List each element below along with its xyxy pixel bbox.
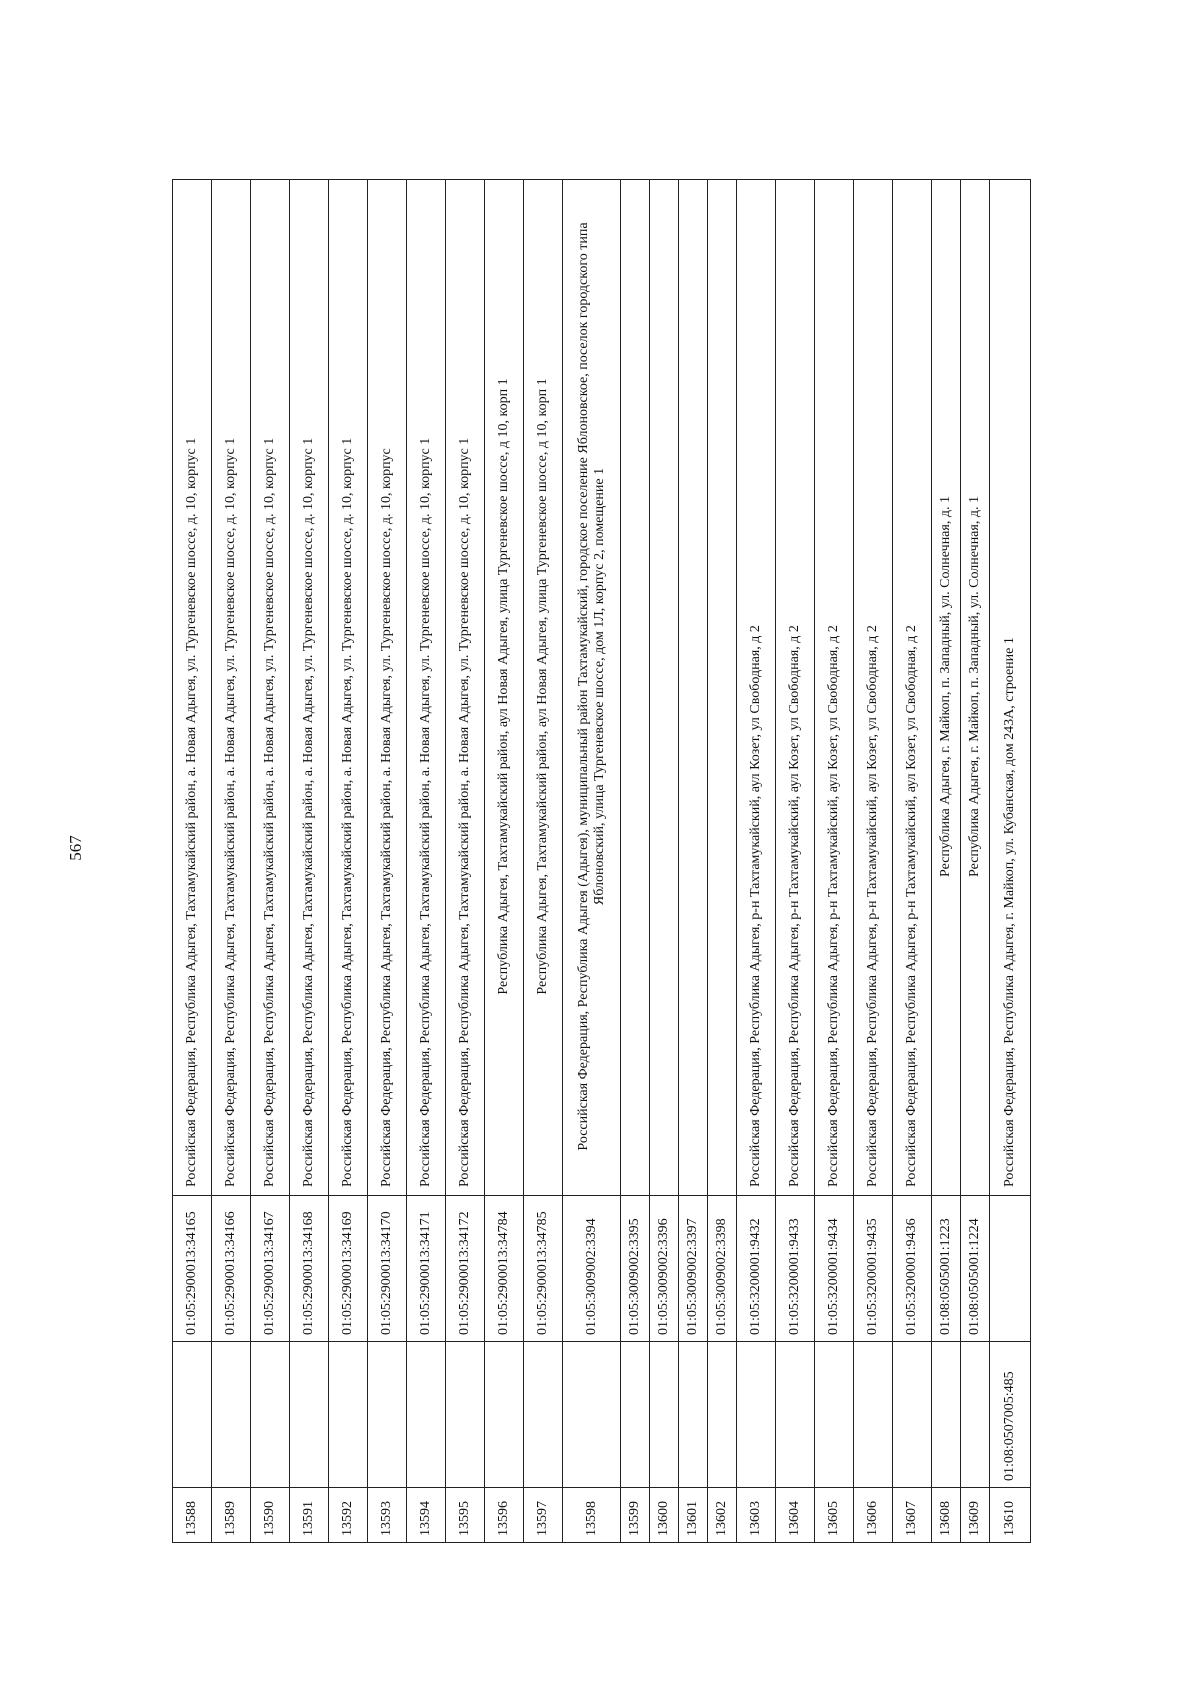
code-primary-cell [290, 1342, 329, 1488]
address-cell: Республика Адыгея, г. Майкоп, п. Западный, ул. Солнечная, д. 1 [932, 180, 961, 1196]
row-number-cell: 13594 [407, 1488, 446, 1543]
row-number-cell: 13593 [368, 1488, 407, 1543]
cadastral-number-cell: 01:05:3009002:3396 [650, 1196, 679, 1342]
row-number-cell: 13602 [708, 1488, 737, 1543]
table-row [524, 180, 563, 1543]
cadastral-number-cell: 01:05:3009002:3395 [621, 1196, 650, 1342]
row-number-cell: 13606 [854, 1488, 893, 1543]
cadastral-number-cell [990, 1196, 1031, 1342]
row-number-cell: 13599 [621, 1488, 650, 1543]
address-cell: Российская Федерация, Республика Адыгея, Тахтамукайский район, а. Новая Адыгея, ул. Тургеневское шоссе, д. 10, корпус 1 [251, 180, 290, 1196]
code-primary-cell [679, 1342, 708, 1488]
row-number-cell: 13590 [251, 1488, 290, 1543]
cadastral-number-cell: 01:05:2900013:34170 [368, 1196, 407, 1342]
table-row [776, 180, 815, 1543]
table-row [990, 180, 1031, 1543]
table-row [290, 180, 329, 1543]
page-number: 567 [66, 835, 85, 861]
table-row [212, 180, 251, 1543]
address-cell: Российская Федерация, Республика Адыгея, Тахтамукайский район, а. Новая Адыгея, ул. Тургеневское шоссе, д. 10, корпус 1 [329, 180, 368, 1196]
row-number-cell: 13596 [485, 1488, 524, 1543]
address-cell: Республика Адыгея, Тахтамукайский район, аул Новая Адыгея, улица Тургеневское шоссе, д 10, корп 1 [485, 180, 524, 1196]
code-primary-cell [854, 1342, 893, 1488]
code-primary-cell [485, 1342, 524, 1488]
code-primary-cell [251, 1342, 290, 1488]
row-number-cell: 13597 [524, 1488, 563, 1543]
address-cell [621, 180, 650, 1196]
cadastral-number-cell: 01:05:3200001:9434 [815, 1196, 854, 1342]
cadastral-number-cell: 01:05:2900013:34785 [524, 1196, 563, 1342]
table-row [173, 180, 212, 1543]
address-cell [708, 180, 737, 1196]
table-row [961, 180, 990, 1543]
address-cell: Российская Федерация, Республика Адыгея, р-н Тахтамукайский, аул Козет, ул Свободная, д 2 [854, 180, 893, 1196]
code-primary-cell [407, 1342, 446, 1488]
cadastral-number-cell: 01:05:2900013:34167 [251, 1196, 290, 1342]
row-number-cell: 13603 [737, 1488, 776, 1543]
cadastral-number-cell: 01:05:2900013:34169 [329, 1196, 368, 1342]
address-cell: Российская Федерация, Республика Адыгея, Тахтамукайский район, а. Новая Адыгея, ул. Тургеневское шоссе, д. 10, корпус 1 [173, 180, 212, 1196]
row-number-cell: 13589 [212, 1488, 251, 1543]
cadastral-number-cell: 01:05:3200001:9435 [854, 1196, 893, 1342]
table-row [679, 180, 708, 1543]
code-primary-cell: 01:08:0507005:485 [990, 1342, 1031, 1488]
code-primary-cell [329, 1342, 368, 1488]
cadastral-number-cell: 01:05:3200001:9432 [737, 1196, 776, 1342]
address-cell: Российская Федерация, Республика Адыгея, р-н Тахтамукайский, аул Козет, ул Свободная, д 2 [737, 180, 776, 1196]
code-primary-cell [650, 1342, 679, 1488]
address-cell [650, 180, 679, 1196]
cadastral-number-cell: 01:05:3009002:3398 [708, 1196, 737, 1342]
code-primary-cell [932, 1342, 961, 1488]
code-primary-cell [961, 1342, 990, 1488]
address-cell [679, 180, 708, 1196]
table-row [368, 180, 407, 1543]
table-row [650, 180, 679, 1543]
cadastral-number-cell: 01:05:2900013:34171 [407, 1196, 446, 1342]
row-number-cell: 13608 [932, 1488, 961, 1543]
row-number-cell: 13595 [446, 1488, 485, 1543]
cadastral-number-cell: 01:05:2900013:34166 [212, 1196, 251, 1342]
code-primary-cell [708, 1342, 737, 1488]
code-primary-cell [212, 1342, 251, 1488]
row-number-cell: 13600 [650, 1488, 679, 1543]
row-number-cell: 13598 [563, 1488, 621, 1543]
code-primary-cell [368, 1342, 407, 1488]
row-number-cell: 13591 [290, 1488, 329, 1543]
cadastral-number-cell: 01:05:3009002:3394 [563, 1196, 621, 1342]
rotated-table-wrapper [172, 180, 1094, 1543]
address-cell: Российская Федерация, Республика Адыгея, р-н Тахтамукайский, аул Козет, ул Свободная, д 2 [893, 180, 932, 1196]
row-number-cell: 13604 [776, 1488, 815, 1543]
table-row [329, 180, 368, 1543]
cadastral-number-cell: 01:05:2900013:34784 [485, 1196, 524, 1342]
code-primary-cell [776, 1342, 815, 1488]
table-row [563, 180, 621, 1543]
code-primary-cell [737, 1342, 776, 1488]
code-primary-cell [173, 1342, 212, 1488]
table-row [893, 180, 932, 1543]
address-cell: Российская Федерация, Республика Адыгея, Тахтамукайский район, а. Новая Адыгея, ул. Тургеневское шоссе, д. 10, корпус 1 [407, 180, 446, 1196]
address-cell: Российская Федерация, Республика Адыгея, р-н Тахтамукайский, аул Козет, ул Свободная, д 2 [776, 180, 815, 1196]
table-row [815, 180, 854, 1543]
row-number-cell: 13609 [961, 1488, 990, 1543]
table-row [407, 180, 446, 1543]
cadastral-number-cell: 01:05:3009002:3397 [679, 1196, 708, 1342]
code-primary-cell [621, 1342, 650, 1488]
address-cell: Республика Адыгея, г. Майкоп, п. Западный, ул. Солнечная, д. 1 [961, 180, 990, 1196]
address-cell: Российская Федерация, Республика Адыгея, Тахтамукайский район, а. Новая Адыгея, ул. Тургеневское шоссе, д. 10, корпус 1 [290, 180, 329, 1196]
address-cell: Республика Адыгея, Тахтамукайский район, аул Новая Адыгея, улица Тургеневское шоссе, д 10, корп 1 [524, 180, 563, 1196]
address-cell: Российская Федерация, Республика Адыгея (Адыгея), муниципальный район Тахтамукайский, городское поселение Яблоновское, поселок городского типа Яблоновский, улица Тургеневское шоссе, дом 1Л, корпус 2, помещение 1 [563, 180, 621, 1196]
table-row [932, 180, 961, 1543]
address-cell: Российская Федерация, Республика Адыгея, Тахтамукайский район, а. Новая Адыгея, ул. Тургеневское шоссе, д. 10, корпус 1 [446, 180, 485, 1196]
registry-table-body [173, 180, 1031, 1543]
cadastral-number-cell: 01:05:2900013:34168 [290, 1196, 329, 1342]
cadastral-number-cell: 01:05:2900013:34165 [173, 1196, 212, 1342]
table-row [708, 180, 737, 1543]
registry-table [172, 179, 1031, 1543]
code-primary-cell [893, 1342, 932, 1488]
cadastral-number-cell: 01:08:0505001:1224 [961, 1196, 990, 1342]
address-cell: Российская Федерация, Республика Адыгея, р-н Тахтамукайский, аул Козет, ул Свободная, д 2 [815, 180, 854, 1196]
cadastral-number-cell: 01:05:3200001:9436 [893, 1196, 932, 1342]
table-row [446, 180, 485, 1543]
code-primary-cell [815, 1342, 854, 1488]
code-primary-cell [446, 1342, 485, 1488]
table-row [621, 180, 650, 1543]
row-number-cell: 13610 [990, 1488, 1031, 1543]
address-cell: Российская Федерация, Республика Адыгея, г. Майкоп, ул. Кубанская, дом 243А, строение 1 [990, 180, 1031, 1196]
code-primary-cell [563, 1342, 621, 1488]
table-row [251, 180, 290, 1543]
cadastral-number-cell: 01:08:0505001:1223 [932, 1196, 961, 1342]
table-row [485, 180, 524, 1543]
table-row [854, 180, 893, 1543]
table-row [737, 180, 776, 1543]
row-number-cell: 13605 [815, 1488, 854, 1543]
row-number-cell: 13592 [329, 1488, 368, 1543]
address-cell: Российская Федерация, Республика Адыгея, Тахтамукайский район, а. Новая Адыгея, ул. Тургеневское шоссе, д. 10, корпус [368, 180, 407, 1196]
code-primary-cell [524, 1342, 563, 1488]
row-number-cell: 13601 [679, 1488, 708, 1543]
cadastral-number-cell: 01:05:3200001:9433 [776, 1196, 815, 1342]
address-cell: Российская Федерация, Республика Адыгея, Тахтамукайский район, а. Новая Адыгея, ул. Тургеневское шоссе, д. 10, корпус 1 [212, 180, 251, 1196]
cadastral-number-cell: 01:05:2900013:34172 [446, 1196, 485, 1342]
row-number-cell: 13588 [173, 1488, 212, 1543]
row-number-cell: 13607 [893, 1488, 932, 1543]
